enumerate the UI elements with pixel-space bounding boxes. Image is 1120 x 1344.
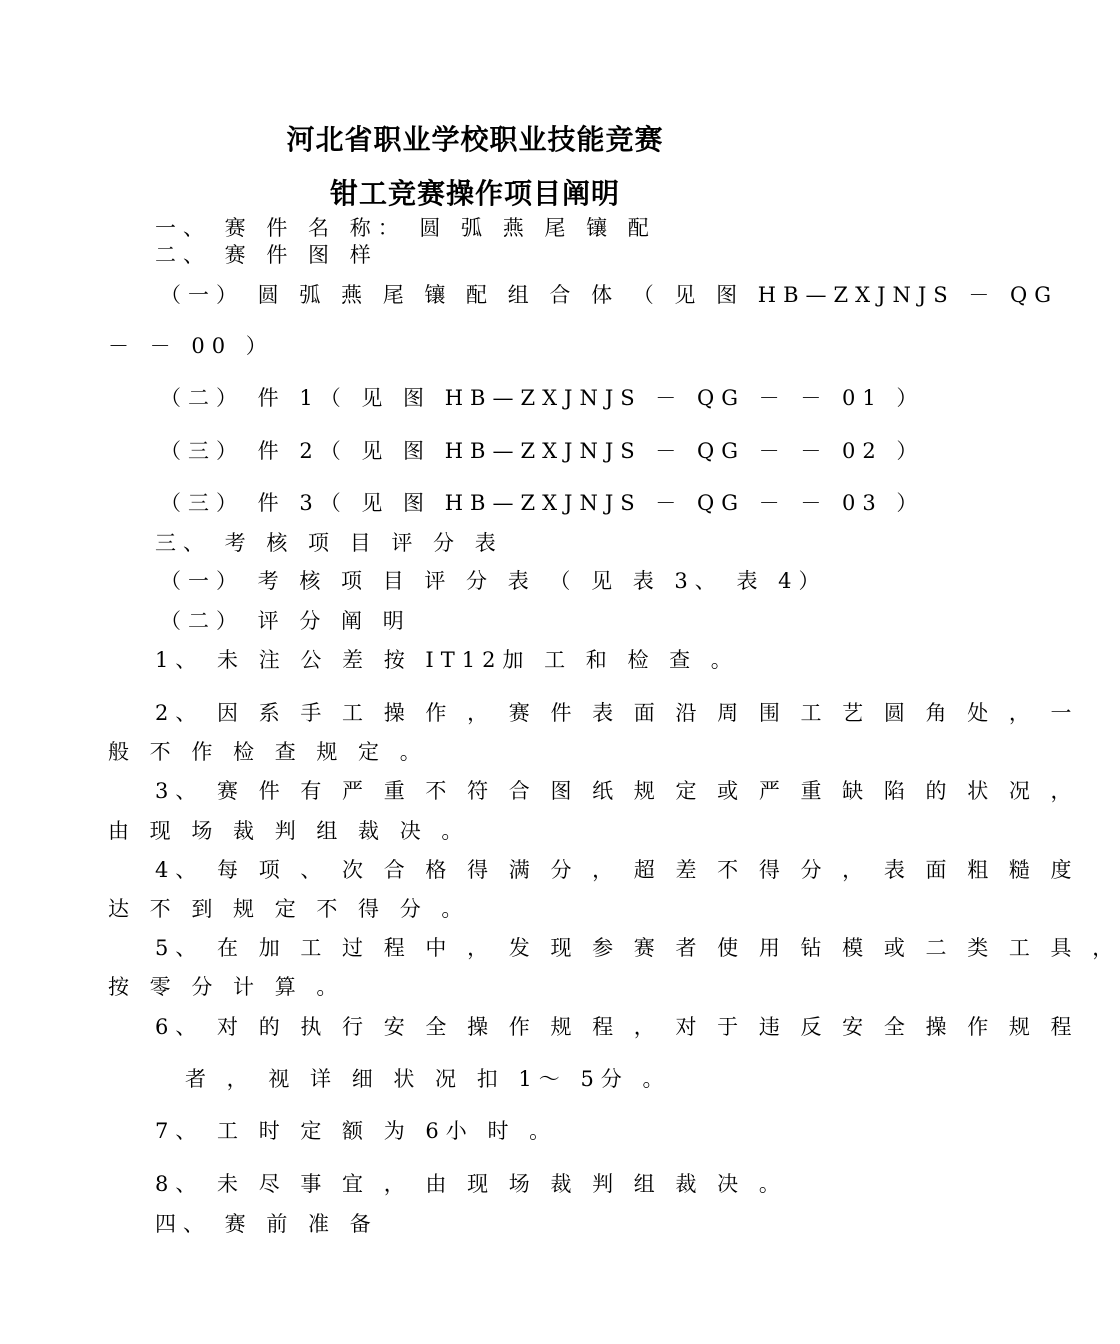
section-heading-2: 二、 赛 件 图 样 [155,243,378,267]
section-heading-4: 四、 赛 前 准 备 [155,1212,378,1236]
paragraph-line: （一） 圆 弧 燕 尾 镶 配 组 合 体 （ 见 图 HB—ZXJNJS － QG [160,283,1059,307]
paragraph-line: 2、 因 系 手 工 操 作 ， 赛 件 表 面 沿 周 围 工 艺 圆 角 处 ， 一 [155,701,1079,725]
document-subtitle: 钳工竞赛操作项目阐明 [329,177,620,210]
paragraph-line: 7、 工 时 定 额 为 6小 时 。 [155,1119,558,1143]
paragraph-line: 达 不 到 规 定 不 得 分 。 [108,897,470,921]
document-title: 河北省职业学校职业技能竞赛 [286,123,664,156]
paragraph-line: 3、 赛 件 有 严 重 不 符 合 图 纸 规 定 或 严 重 缺 陷 的 状 况 ， [155,779,1079,803]
paragraph-line: 8、 未 尽 事 宜 ， 由 现 场 裁 判 组 裁 决 。 [155,1172,787,1196]
paragraph-line: 按 零 分 计 算 。 [108,975,345,999]
paragraph-line: 者 ， 视 详 细 状 况 扣 1～ 5分 。 [185,1067,671,1091]
section-heading-1: 一、 赛 件 名 称： 圆 弧 燕 尾 镶 配 [155,216,656,240]
paragraph-line: （一） 考 核 项 目 评 分 表 （ 见 表 3、 表 4） [160,569,827,593]
section-heading-3: 三、 考 核 项 目 评 分 表 [155,531,503,555]
paragraph-line: 由 现 场 裁 判 组 裁 决 。 [108,819,470,843]
paragraph-line: （二） 件 1（ 见 图 HB—ZXJNJS － QG － － 01 ） [160,386,925,410]
paragraph-line: 6、 对 的 执 行 安 全 操 作 规 程 ， 对 于 违 反 安 全 操 作 规 程 [155,1015,1079,1039]
paragraph-line: （二） 评 分 阐 明 [160,609,411,633]
paragraph-line: － － 00 ） [108,334,274,358]
paragraph-line: 5、 在 加 工 过 程 中 ， 发 现 参 赛 者 使 用 钻 模 或 二 类 工 具 ， [155,936,1120,960]
paragraph-line: 般 不 作 检 查 规 定 。 [108,740,428,764]
paragraph-line: （三） 件 2（ 见 图 HB—ZXJNJS － QG － － 02 ） [160,439,925,463]
paragraph-line: （三） 件 3（ 见 图 HB—ZXJNJS － QG － － 03 ） [160,491,925,515]
paragraph-line: 4、 每 项 、 次 合 格 得 满 分 ， 超 差 不 得 分 ， 表 面 粗 糙 度 [155,858,1079,882]
paragraph-line: 1、 未 注 公 差 按 IT12加 工 和 检 查 。 [155,648,739,672]
